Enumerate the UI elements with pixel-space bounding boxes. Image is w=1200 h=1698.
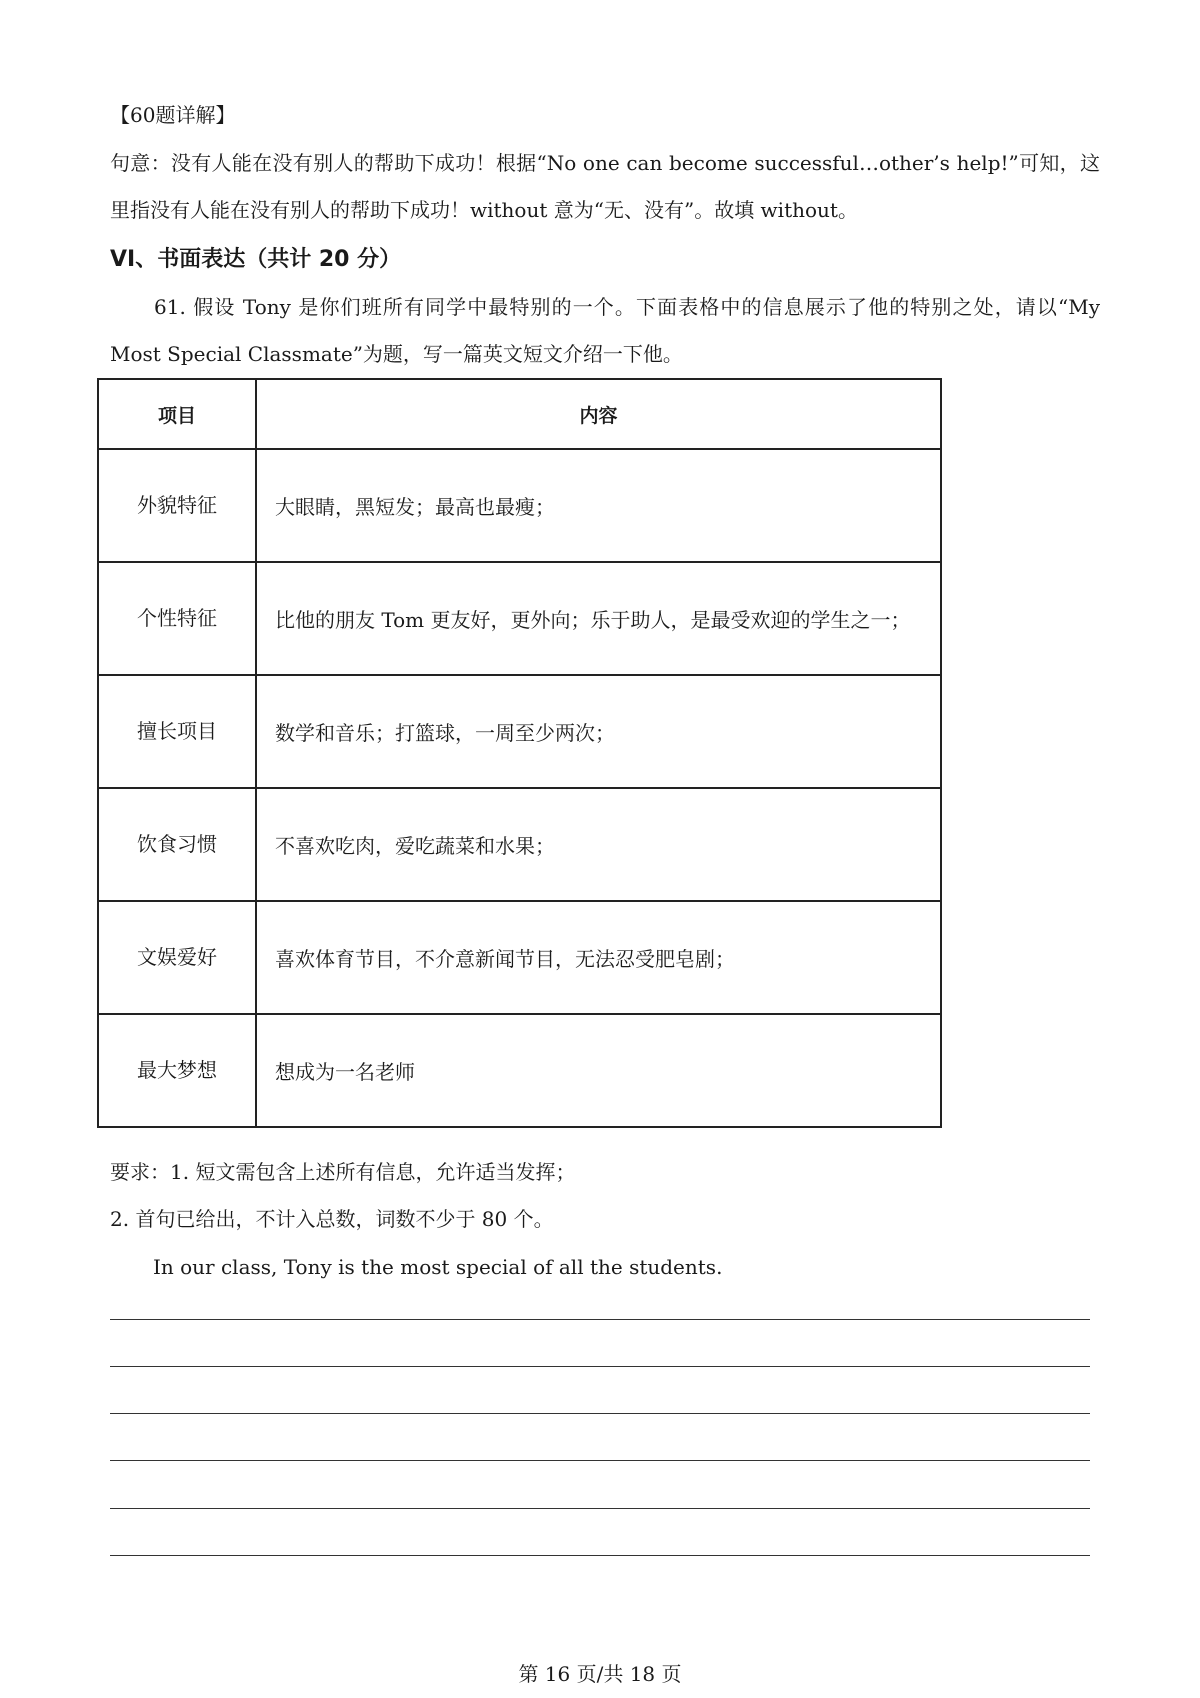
row-item: 个性特征 bbox=[98, 562, 256, 675]
answer-line[interactable] bbox=[110, 1366, 1090, 1367]
requirements-line-1: 要求：1. 短文需包含上述所有信息，允许适当发挥； bbox=[110, 1160, 576, 1184]
section-heading: VI、书面表达（共计 20 分） bbox=[110, 247, 402, 272]
header-content: 内容 bbox=[256, 379, 941, 449]
table-row bbox=[98, 788, 941, 901]
row-content: 数学和音乐；打篮球，一周至少两次； bbox=[256, 675, 941, 788]
row-item: 外貌特征 bbox=[98, 449, 256, 562]
table-row bbox=[98, 901, 941, 1014]
explanation-text: 句意：没有人能在没有别人的帮助下成功！根据“No one can become successful…other’s help!”可知，这里指没有人能在没有别人的帮助下成功！without 意为“无、没有”。故填 without。 bbox=[110, 151, 1100, 222]
row-item: 最大梦想 bbox=[98, 1014, 256, 1127]
first-sentence: In our class, Tony is the most special of all the students. bbox=[153, 1255, 723, 1279]
page-footer: 第 16 页/共 18 页 bbox=[518, 1662, 682, 1686]
row-item: 饮食习惯 bbox=[98, 788, 256, 901]
row-content: 不喜欢吃肉，爱吃蔬菜和水果； bbox=[256, 788, 941, 901]
table-row bbox=[98, 1014, 941, 1127]
table-header-row bbox=[98, 379, 941, 449]
header-item: 项目 bbox=[98, 379, 256, 449]
explanation-title: 【60题详解】 bbox=[110, 103, 236, 127]
answer-line[interactable] bbox=[110, 1460, 1090, 1461]
row-content: 想成为一名老师 bbox=[256, 1014, 941, 1127]
row-content: 喜欢体育节目，不介意新闻节目，无法忍受肥皂剧； bbox=[256, 901, 941, 1014]
row-item: 擅长项目 bbox=[98, 675, 256, 788]
answer-line[interactable] bbox=[110, 1413, 1090, 1414]
row-content: 大眼睛，黑短发；最高也最瘦； bbox=[256, 449, 941, 562]
requirements-line-2: 2. 首句已给出，不计入总数，词数不少于 80 个。 bbox=[110, 1207, 554, 1231]
row-content: 比他的朋友 Tom 更友好，更外向；乐于助人，是最受欢迎的学生之一； bbox=[256, 562, 941, 675]
row-item: 文娱爱好 bbox=[98, 901, 256, 1014]
table-row bbox=[98, 562, 941, 675]
table-row bbox=[98, 675, 941, 788]
answer-line[interactable] bbox=[110, 1555, 1090, 1556]
info-table bbox=[97, 378, 942, 1128]
answer-line[interactable] bbox=[110, 1508, 1090, 1509]
answer-line[interactable] bbox=[110, 1319, 1090, 1320]
question-prompt: 61. 假设 Tony 是你们班所有同学中最特别的一个。下面表格中的信息展示了他的特别之处，请以“My Most Special Classmate”为题，写一篇英文短文介绍一下他。 bbox=[110, 295, 1100, 366]
table-row bbox=[98, 449, 941, 562]
